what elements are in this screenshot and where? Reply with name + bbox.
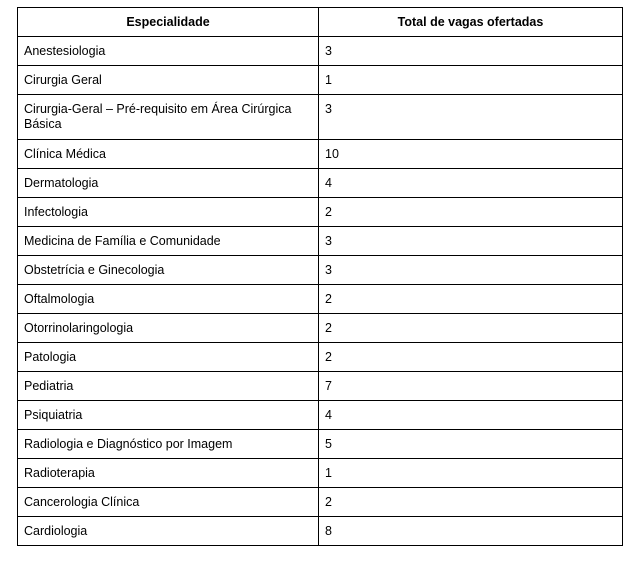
vacancies-cell: 1 xyxy=(319,459,623,488)
vacancies-cell: 3 xyxy=(319,95,623,140)
vacancies-cell: 5 xyxy=(319,430,623,459)
specialty-cell: Psiquiatria xyxy=(18,401,319,430)
specialty-cell: Cirurgia Geral xyxy=(18,66,319,95)
table-row xyxy=(18,140,623,169)
vacancies-cell: 4 xyxy=(319,401,623,430)
specialty-cell: Radioterapia xyxy=(18,459,319,488)
table-header-row xyxy=(18,8,623,37)
vacancies-cell: 2 xyxy=(319,343,623,372)
table-row xyxy=(18,256,623,285)
table-row xyxy=(18,488,623,517)
table-row xyxy=(18,314,623,343)
specialty-cell: Anestesiologia xyxy=(18,37,319,66)
table-row xyxy=(18,95,623,140)
specialty-cell: Obstetrícia e Ginecologia xyxy=(18,256,319,285)
specialty-cell: Oftalmologia xyxy=(18,285,319,314)
table-row xyxy=(18,227,623,256)
vacancies-cell: 2 xyxy=(319,285,623,314)
table-row xyxy=(18,198,623,227)
vacancies-cell: 8 xyxy=(319,517,623,546)
vacancies-cell: 3 xyxy=(319,256,623,285)
specialty-cell: Infectologia xyxy=(18,198,319,227)
specialty-cell: Cardiologia xyxy=(18,517,319,546)
specialty-cell: Clínica Médica xyxy=(18,140,319,169)
table-row xyxy=(18,285,623,314)
vacancies-cell: 3 xyxy=(319,227,623,256)
vacancies-cell: 7 xyxy=(319,372,623,401)
table-row xyxy=(18,430,623,459)
vacancies-cell: 4 xyxy=(319,169,623,198)
table-row xyxy=(18,169,623,198)
header-specialty: Especialidade xyxy=(18,8,319,37)
specialty-cell: Dermatologia xyxy=(18,169,319,198)
table-row xyxy=(18,459,623,488)
specialty-cell: Otorrinolaringologia xyxy=(18,314,319,343)
vacancies-table xyxy=(17,7,623,546)
table-row xyxy=(18,372,623,401)
table-row xyxy=(18,37,623,66)
vacancies-cell: 1 xyxy=(319,66,623,95)
specialty-cell: Cirurgia-Geral – Pré-requisito em Área Cirúrgica Básica xyxy=(18,95,319,140)
specialty-cell: Pediatria xyxy=(18,372,319,401)
table-row xyxy=(18,517,623,546)
vacancies-cell: 2 xyxy=(319,314,623,343)
specialty-cell: Patologia xyxy=(18,343,319,372)
specialty-cell: Cancerologia Clínica xyxy=(18,488,319,517)
vacancies-cell: 2 xyxy=(319,488,623,517)
header-total-vacancies: Total de vagas ofertadas xyxy=(319,8,623,37)
table-row xyxy=(18,401,623,430)
vacancies-cell: 2 xyxy=(319,198,623,227)
table-row xyxy=(18,343,623,372)
specialty-cell: Medicina de Família e Comunidade xyxy=(18,227,319,256)
table-row xyxy=(18,66,623,95)
specialty-cell: Radiologia e Diagnóstico por Imagem xyxy=(18,430,319,459)
vacancies-cell: 10 xyxy=(319,140,623,169)
vacancies-cell: 3 xyxy=(319,37,623,66)
